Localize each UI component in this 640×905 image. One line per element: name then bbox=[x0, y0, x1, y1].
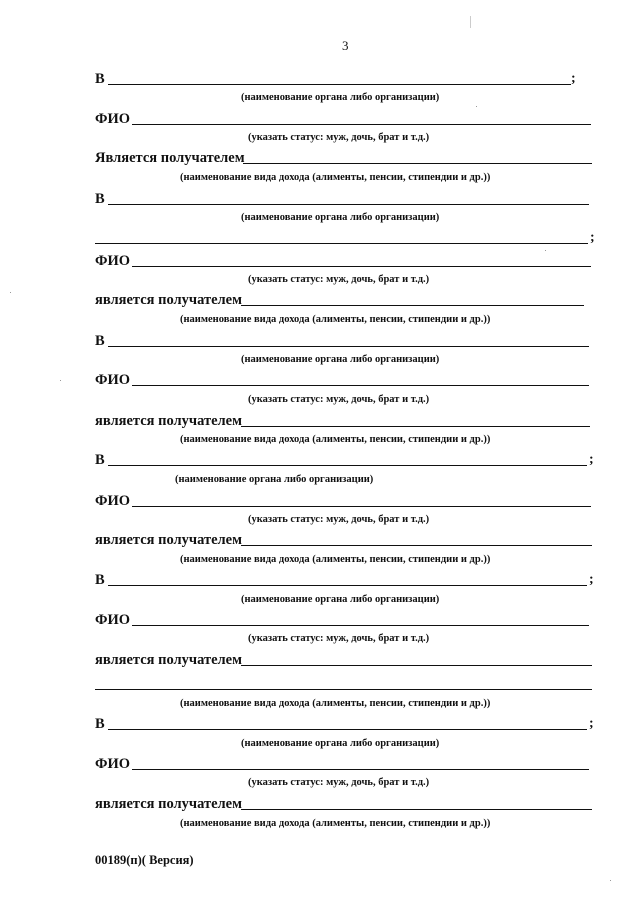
semicolon: ; bbox=[571, 71, 576, 86]
scan-speck bbox=[60, 380, 61, 381]
fio-label: ФИО bbox=[95, 493, 131, 509]
income-line bbox=[241, 665, 592, 666]
scan-speck bbox=[470, 16, 471, 28]
status-caption: (указать статус: муж, дочь, брат и т.д.) bbox=[248, 514, 430, 525]
income-caption: (наименование вида дохода (алименты, пенсии, стипендии и др.)) bbox=[180, 818, 491, 829]
fio-line bbox=[132, 769, 589, 770]
fio-label: ФИО bbox=[95, 372, 131, 388]
status-caption: (указать статус: муж, дочь, брат и т.д.) bbox=[248, 274, 430, 285]
recipient-label: является получателем bbox=[95, 652, 242, 668]
status-caption: (указать статус: муж, дочь, брат и т.д.) bbox=[248, 633, 430, 644]
income-caption: (наименование вида дохода (алименты, пенсии, стипендии и др.)) bbox=[180, 314, 491, 325]
fio-line bbox=[132, 506, 591, 507]
income-line bbox=[241, 426, 590, 427]
income-caption: (наименование вида дохода (алименты, пенсии, стипендии и др.)) bbox=[180, 698, 491, 709]
income-line-continued bbox=[95, 689, 592, 690]
in-label: В bbox=[95, 71, 105, 87]
fio-line bbox=[132, 625, 589, 626]
organization-caption: (наименование органа либо организации) bbox=[241, 594, 440, 605]
semicolon: ; bbox=[590, 230, 595, 245]
scan-speck bbox=[610, 880, 611, 881]
recipient-label: является получателем bbox=[95, 532, 242, 548]
organization-line bbox=[108, 465, 587, 466]
organization-line bbox=[108, 204, 589, 205]
status-caption: (указать статус: муж, дочь, брат и т.д.) bbox=[248, 394, 430, 405]
in-label: В bbox=[95, 716, 105, 732]
in-label: В bbox=[95, 452, 105, 468]
status-caption: (указать статус: муж, дочь, брат и т.д.) bbox=[248, 132, 430, 143]
organization-caption: (наименование органа либо организации) bbox=[241, 354, 440, 365]
fio-line bbox=[132, 385, 589, 386]
fio-label: ФИО bbox=[95, 756, 131, 772]
organization-line bbox=[108, 585, 587, 586]
form-code-footer: 00189(п)( Версия) bbox=[95, 853, 194, 867]
fio-line bbox=[132, 266, 591, 267]
income-caption: (наименование вида дохода (алименты, пенсии, стипендии и др.)) bbox=[180, 172, 491, 183]
income-line bbox=[243, 163, 592, 164]
in-label: В bbox=[95, 333, 105, 349]
scan-speck bbox=[545, 250, 546, 251]
income-caption: (наименование вида дохода (алименты, пенсии, стипендии и др.)) bbox=[180, 554, 491, 565]
income-line bbox=[241, 545, 592, 546]
organization-caption: (наименование органа либо организации) bbox=[241, 212, 440, 223]
recipient-label: Является получателем bbox=[95, 150, 245, 166]
fio-label: ФИО bbox=[95, 111, 131, 127]
organization-caption: (наименование органа либо организации) bbox=[241, 738, 440, 749]
organization-line-continued bbox=[95, 243, 588, 244]
organization-line bbox=[108, 729, 587, 730]
fio-label: ФИО bbox=[95, 612, 131, 628]
scan-speck bbox=[476, 106, 477, 107]
semicolon: ; bbox=[589, 572, 594, 587]
page-number: 3 bbox=[342, 38, 349, 53]
semicolon: ; bbox=[589, 716, 594, 731]
in-label: В bbox=[95, 572, 105, 588]
organization-caption: (наименование органа либо организации) bbox=[241, 92, 440, 103]
organization-line bbox=[108, 346, 589, 347]
recipient-label: является получателем bbox=[95, 292, 242, 308]
fio-label: ФИО bbox=[95, 253, 131, 269]
income-caption: (наименование вида дохода (алименты, пенсии, стипендии и др.)) bbox=[180, 434, 491, 445]
semicolon: ; bbox=[589, 452, 594, 467]
recipient-label: является получателем bbox=[95, 796, 242, 812]
organization-caption: (наименование органа либо организации) bbox=[175, 474, 374, 485]
recipient-label: является получателем bbox=[95, 413, 242, 429]
scan-speck bbox=[10, 292, 11, 293]
income-line bbox=[241, 305, 584, 306]
status-caption: (указать статус: муж, дочь, брат и т.д.) bbox=[248, 777, 430, 788]
in-label: В bbox=[95, 191, 105, 207]
income-line bbox=[241, 809, 592, 810]
fio-line bbox=[132, 124, 591, 125]
organization-line bbox=[108, 84, 571, 85]
